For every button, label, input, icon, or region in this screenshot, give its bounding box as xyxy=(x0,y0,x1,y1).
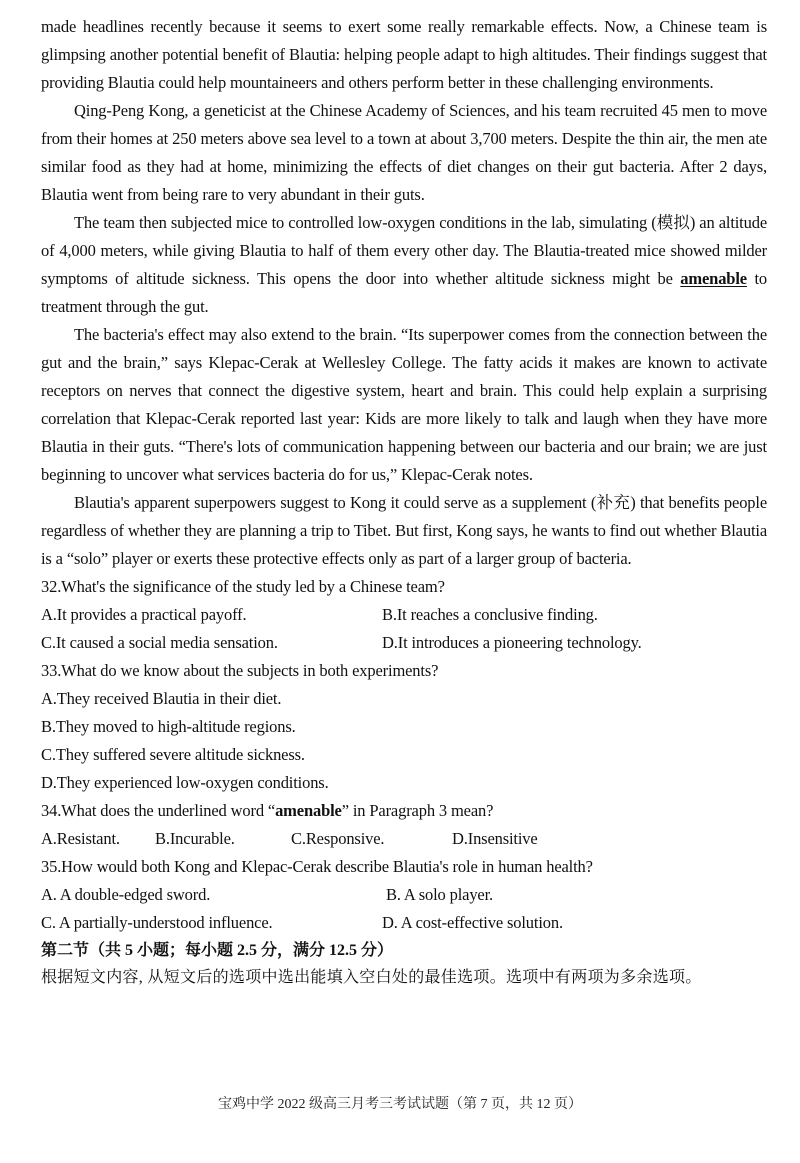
option-b[interactable]: B. A solo player. xyxy=(386,885,493,904)
exam-page xyxy=(41,13,767,992)
stem-keyword: amenable xyxy=(275,801,342,820)
section-2-title: 第二节（共 5 小题；每小题 2.5 分，满分 12.5 分） xyxy=(41,942,394,959)
options-row xyxy=(41,909,767,937)
passage-paragraph-4: The bacteria's effect may also extend to the brain. “Its superpower comes from the connection between the gut and the brain,” says Klepac-Cerak at Wellesley College. The fatty acids it makes are known to activate receptors on nerves that connect the digestive system, heart and brain. This could help explain a surprising correlation that Klepac-Cerak reported last year: Kids are more likely to talk and laugh when they have more Blautia in their guts. “There's lots of communication happening between our bacteria and our brain; we are just beginning to uncover what services bacteria do for us,” Klepac-Cerak notes. xyxy=(41,325,767,484)
option-a[interactable]: A.Resistant. xyxy=(41,829,120,848)
p3-text-before: The team then subjected mice to controlled low-oxygen conditions in the lab, simulating (模拟) an altitude of 4,000 meters, while giving Blautia to half of them every other day. The Blautia-treated mice showed milder symptoms of altitude sickness. This opens the door into whether altitude sickness might be xyxy=(41,213,767,288)
page-footer: 宝鸡中学 2022 级高三月考三考试试题（第 7 页，共 12 页） xyxy=(218,1097,582,1112)
passage-paragraph-3 xyxy=(41,209,767,321)
question-stem: 33.What do we know about the subjects in both experiments? xyxy=(41,661,439,680)
question-35 xyxy=(41,853,767,937)
question-34 xyxy=(41,797,767,853)
option-c[interactable]: C. A partially-understood influence. xyxy=(41,913,273,932)
option-b[interactable]: B.It reaches a conclusive finding. xyxy=(382,605,598,624)
option-c[interactable]: C.It caused a social media sensation. xyxy=(41,633,278,652)
option-b[interactable]: B.They moved to high-altitude regions. xyxy=(41,717,296,736)
option-d[interactable]: D. A cost-effective solution. xyxy=(382,913,563,932)
passage-paragraph-5: Blautia's apparent superpowers suggest to Kong it could serve as a supplement (补充) that benefits people regardless of whether they are planning a trip to Tibet. But first, Kong says, he wants to find out whether Blautia is a “solo” player or exerts these protective effects only as part of a larger group of bacteria. xyxy=(41,493,767,568)
question-stem: 35.How would both Kong and Klepac-Cerak describe Blautia's role in human health? xyxy=(41,857,593,876)
option-a[interactable]: A. A double-edged sword. xyxy=(41,885,211,904)
passage-paragraph-1: made headlines recently because it seems to exert some really remarkable effects. Now, a Chinese team is glimpsing another potential benefit of Blautia: helping people adapt to high altitudes. Their findings suggest that providing Blautia could help mountaineers and others perform better in these challenging environments. xyxy=(41,17,767,92)
options-row xyxy=(41,825,767,853)
question-stem xyxy=(41,797,767,825)
question-stem: 32.What's the significance of the study led by a Chinese team? xyxy=(41,577,445,596)
p3-text-after: to treatment through the gut. xyxy=(41,269,767,316)
option-d[interactable]: D.It introduces a pioneering technology. xyxy=(382,633,642,652)
option-a[interactable]: A.It provides a practical payoff. xyxy=(41,605,247,624)
options-row xyxy=(41,881,767,909)
stem-after: ” in Paragraph 3 mean? xyxy=(341,801,494,820)
question-32 xyxy=(41,573,767,657)
passage-paragraph-2: Qing-Peng Kong, a geneticist at the Chinese Academy of Sciences, and his team recruited 45 men to move from their homes at 250 meters above sea level to a town at about 3,700 meters. Despite the thin air, the men ate similar food as they had at home, minimizing the effects of diet changes on their gut bacteria. After 2 days, Blautia went from being rare to very abundant in their guts. xyxy=(41,101,767,204)
option-a[interactable]: A.They received Blautia in their diet. xyxy=(41,689,282,708)
option-b[interactable]: B.Incurable. xyxy=(155,829,235,848)
section-2-instruction: 根据短文内容, 从短文后的选项中选出能填入空白处的最佳选项。选项中有两项为多余选项。 xyxy=(41,969,702,986)
question-33 xyxy=(41,657,767,797)
option-c[interactable]: C.Responsive. xyxy=(291,829,385,848)
option-c[interactable]: C.They suffered severe altitude sickness. xyxy=(41,745,305,764)
stem-before: 34.What does the underlined word “ xyxy=(41,801,276,820)
options-row xyxy=(41,601,767,629)
option-d[interactable]: D.Insensitive xyxy=(452,829,538,848)
option-d[interactable]: D.They experienced low-oxygen conditions. xyxy=(41,773,329,792)
options-row xyxy=(41,629,767,657)
underlined-keyword-amenable: amenable xyxy=(680,269,747,288)
